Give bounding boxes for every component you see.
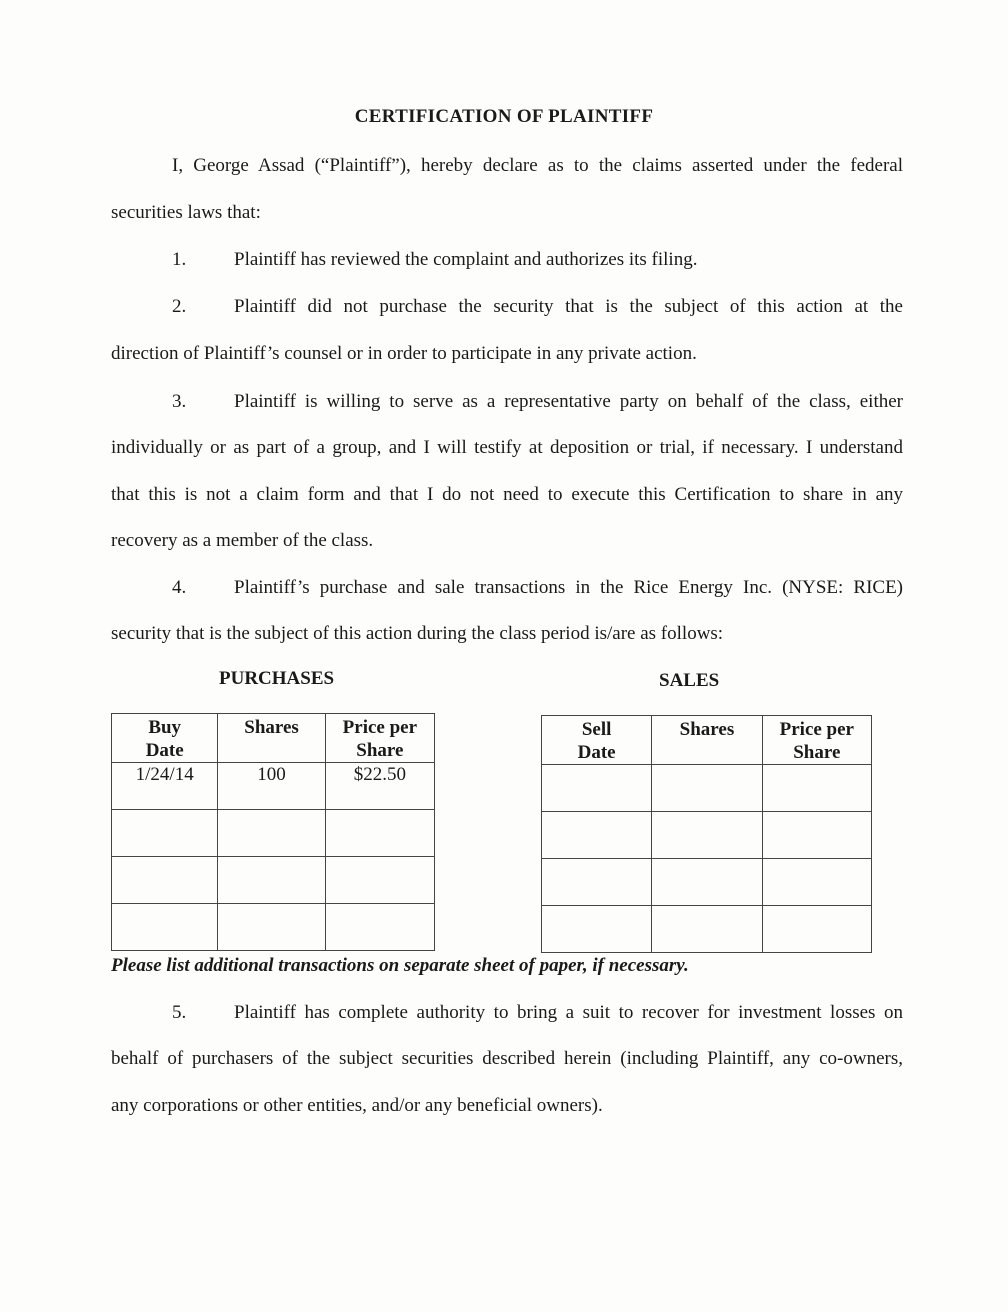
sell-date-cell	[542, 906, 652, 953]
price-cell	[762, 906, 871, 953]
page-title: CERTIFICATION OF PLAINTIFF	[354, 106, 654, 127]
col-buy-date-line1: Buy	[148, 717, 182, 738]
col-sell-date	[542, 716, 652, 765]
item-4-line-2: security that is the subject of this action during the class period is/are as follows:	[111, 623, 724, 644]
col-sell-date-line2: Date	[577, 742, 616, 763]
shares-cell	[218, 857, 325, 904]
item-3-line-3: that this is not a claim form and that I do not need to execute this Certification to share in any	[111, 484, 903, 505]
shares-cell	[652, 859, 762, 906]
sell-date-cell	[542, 765, 652, 812]
col-price-line2: Share	[356, 740, 404, 761]
item-3-line-2: individually or as part of a group, and I will testify at deposition or trial, if necessary. I understand	[111, 437, 903, 458]
item-2-line-2: direction of Plaintiff’s counsel or in order to participate in any private action.	[111, 343, 697, 364]
table-row	[542, 859, 872, 906]
buy-date-cell	[112, 857, 218, 904]
item-2-number: 2.	[172, 296, 187, 317]
additional-transactions-note: Please list additional transactions on separate sheet of paper, if necessary.	[111, 955, 689, 976]
col-buy-date	[112, 714, 218, 763]
price-cell	[325, 904, 434, 951]
shares-cell	[652, 812, 762, 859]
item-5-line-2: behalf of purchasers of the subject securities described herein (including Plaintiff, any co-owners,	[111, 1048, 903, 1069]
col-price-line2: Share	[793, 742, 841, 763]
shares-cell	[652, 765, 762, 812]
col-shares: Shares	[652, 716, 762, 765]
shares-cell	[218, 810, 325, 857]
buy-date-cell: 1/24/14	[112, 763, 218, 810]
col-price-line1: Price per	[342, 717, 418, 738]
table-row	[542, 812, 872, 859]
table-row	[112, 763, 435, 810]
price-cell	[762, 859, 871, 906]
table-row	[112, 904, 435, 951]
item-3-number: 3.	[172, 391, 187, 412]
item-5-number: 5.	[172, 1002, 187, 1023]
col-price-per-share	[325, 714, 434, 763]
item-3-line-4: recovery as a member of the class.	[111, 530, 374, 551]
sales-header-row	[542, 716, 872, 765]
table-row	[542, 765, 872, 812]
table-row	[112, 810, 435, 857]
sell-date-cell	[542, 812, 652, 859]
table-row	[542, 906, 872, 953]
shares-cell	[652, 906, 762, 953]
item-3-line-1: Plaintiff is willing to serve as a representative party on behalf of the class, either	[234, 391, 903, 412]
item-2-line-1: Plaintiff did not purchase the security that is the subject of this action at the	[234, 296, 903, 317]
buy-date-cell	[112, 904, 218, 951]
intro-line-1: I, George Assad (“Plaintiff”), hereby declare as to the claims asserted under the federal	[172, 155, 903, 176]
price-cell: $22.50	[325, 763, 434, 810]
shares-cell: 100	[218, 763, 325, 810]
item-5-line-1: Plaintiff has complete authority to bring a suit to recover for investment losses on	[234, 1002, 903, 1023]
col-price-line1: Price per	[779, 719, 854, 740]
item-1-text: Plaintiff has reviewed the complaint and authorizes its filing.	[234, 249, 698, 270]
sales-heading: SALES	[659, 670, 720, 691]
buy-date-cell	[112, 810, 218, 857]
sales-table	[541, 715, 872, 953]
intro-line-2: securities laws that:	[111, 202, 261, 223]
price-cell	[325, 810, 434, 857]
item-4-line-1: Plaintiff’s purchase and sale transactions in the Rice Energy Inc. (NYSE: RICE)	[234, 577, 903, 598]
price-cell	[762, 765, 871, 812]
shares-cell	[218, 904, 325, 951]
price-cell	[762, 812, 871, 859]
item-5-line-3: any corporations or other entities, and/or any beneficial owners).	[111, 1095, 603, 1116]
col-buy-date-line2: Date	[145, 740, 184, 761]
sell-date-cell	[542, 859, 652, 906]
price-cell	[325, 857, 434, 904]
item-4-number: 4.	[172, 577, 187, 598]
col-sell-date-line1: Sell	[581, 719, 612, 740]
purchases-table	[111, 713, 435, 951]
col-shares: Shares	[218, 714, 325, 763]
purchases-header-row	[112, 714, 435, 763]
item-1-number: 1.	[172, 249, 187, 270]
purchases-heading: PURCHASES	[219, 668, 335, 689]
table-row	[112, 857, 435, 904]
col-price-per-share	[762, 716, 871, 765]
